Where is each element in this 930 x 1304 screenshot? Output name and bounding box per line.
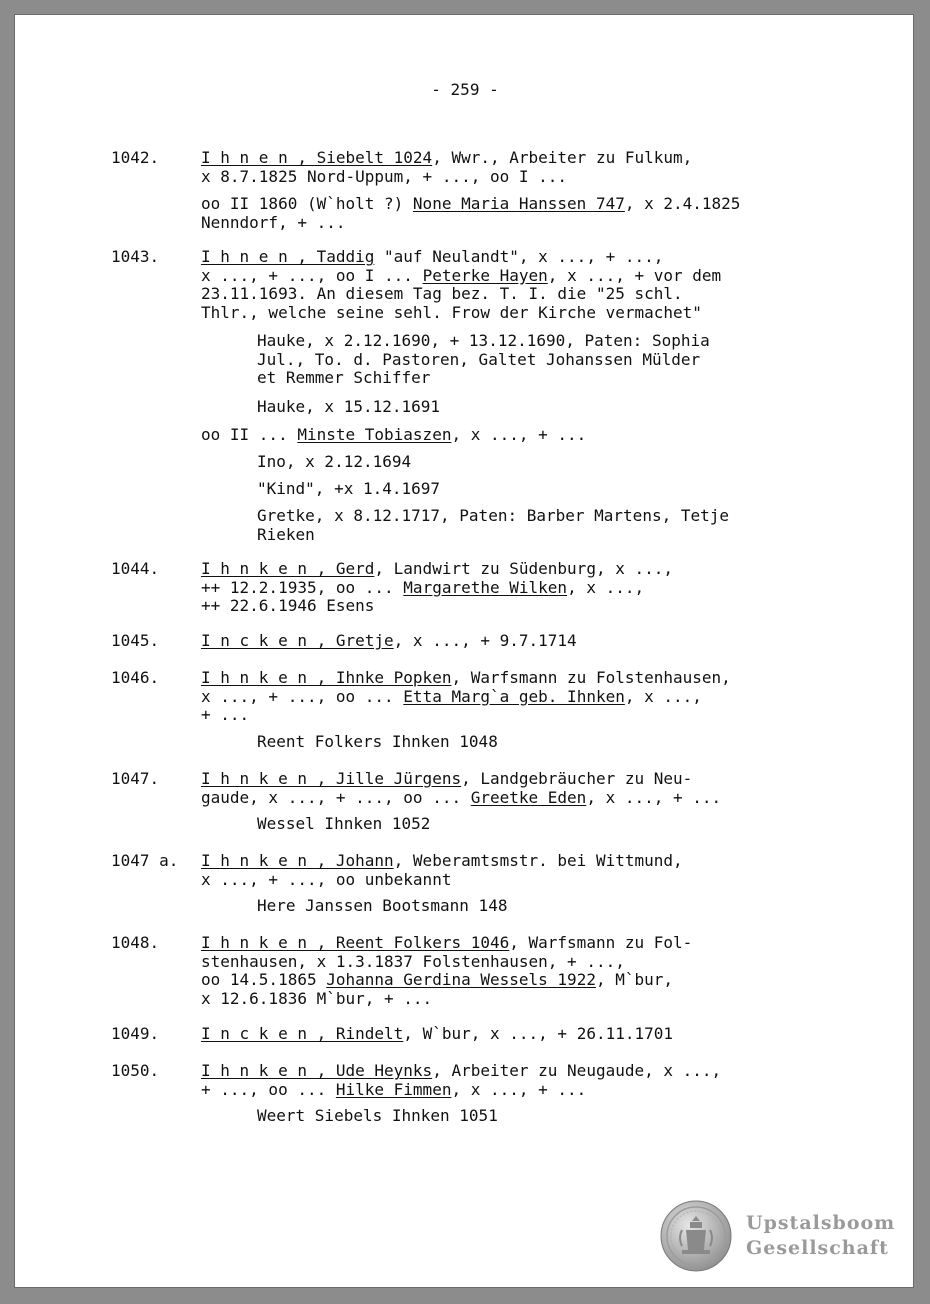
entry-text: I h n k e n , Jille Jürgens, Landgebräucher zu Neu- gaude, x ..., + ..., oo ... Greetke Eden, x ..., + ... (201, 769, 722, 807)
spouse-name: Johanna Gerdina Wessels 1922 (326, 970, 596, 989)
entry-text: I n c k e n , Gretje, x ..., + 9.7.1714 (201, 631, 577, 650)
entry-number: 1047 a. (111, 851, 179, 870)
entry-text: I h n k e n , Ihnke Popken, Warfsmann zu Folstenhausen, x ..., + ..., oo ... Etta Marg`a geb. Ihnken, x ..., + ... (201, 668, 731, 724)
entry-number: 1048. (111, 933, 160, 952)
entry-name: I h n k e n , Johann (201, 851, 394, 870)
entry-name: I h n k e n , Ihnke Popken (201, 668, 452, 687)
marriage-line: oo II 1860 (W`holt ?) None Maria Hanssen 747, x 2.4.1825 Nenndorf, + ... (201, 194, 741, 232)
entry-text: I h n k e n , Ude Heynks, Arbeiter zu Neugaude, x ..., + ..., oo ... Hilke Fimmen, x ..., + ... (201, 1061, 722, 1099)
child-entry: Weert Siebels Ihnken 1051 (257, 1106, 498, 1125)
spouse-name: Peterke Hayen (422, 265, 548, 285)
child-entry: Gretke, x 8.12.1717, Paten: Barber Martens, Tetje Rieken (257, 506, 730, 544)
entry-text: I h n k e n , Reent Folkers 1046, Warfsmann zu Fol- stenhausen, x 1.3.1837 Folstenhausen, + ..., oo 14.5.1865 Johanna Gerdina Wessels 1922, M`bur, x 12.6.1836 M`bur, + ... (201, 933, 693, 1008)
seal-icon (660, 1200, 732, 1272)
spouse-name: Etta Marg`a geb. Ihnken (403, 686, 625, 706)
entry-name: I h n k e n , Gerd (201, 559, 375, 578)
entry-text: I n c k e n , Rindelt, W`bur, x ..., + 26.11.1701 (201, 1024, 674, 1043)
page-number: - 259 - (431, 80, 499, 99)
spouse-name: None Maria Hanssen 747 (412, 194, 625, 213)
entry-number: 1043. (111, 247, 160, 266)
child-entry: Here Janssen Bootsmann 148 (257, 896, 508, 915)
child-entry: Hauke, x 15.12.1691 (257, 397, 441, 416)
entry-name: I h n k e n , Ude Heynks (201, 1061, 433, 1080)
entry-number: 1049. (111, 1024, 160, 1043)
entry-number: 1044. (111, 559, 160, 578)
entry-name: I n c k e n , Gretje (201, 631, 394, 650)
entry-name: I h n k e n , Reent Folkers 1046 (201, 933, 510, 952)
marriage-line: oo II ... Minste Tobiaszen, x ..., + ... (201, 425, 587, 444)
entry-text: I h n e n , Siebelt 1024, Wwr., Arbeiter zu Fulkum, x 8.7.1825 Nord-Uppum, + ..., oo I ... (201, 148, 693, 186)
logo-text: Upstalsboom Gesellschaft (746, 1212, 896, 1259)
entry-text: I h n k e n , Gerd, Landwirt zu Südenburg, x ..., ++ 12.2.1935, oo ... Margarethe Wilken, x ..., ++ 22.6.1946 Esens (201, 559, 674, 615)
entry-text: I h n k e n , Johann, Weberamtsmstr. bei Wittmund, x ..., + ..., oo unbekannt (201, 851, 683, 889)
entry-name: I n c k e n , Rindelt (201, 1024, 404, 1043)
entry-number: 1045. (111, 631, 160, 650)
document-page (14, 14, 914, 1288)
child-entry: Wessel Ihnken 1052 (257, 814, 431, 833)
child-entry: Reent Folkers Ihnken 1048 (257, 732, 498, 751)
entry-name: I h n e n , Siebelt 1024 (201, 148, 433, 167)
spouse-name: Minste Tobiaszen (297, 425, 452, 444)
entry-number: 1047. (111, 769, 160, 788)
upstalsboom-logo (660, 1200, 895, 1272)
entry-name: I h n k e n , Jille Jürgens (201, 769, 462, 788)
child-entry: Hauke, x 2.12.1690, + 13.12.1690, Paten: Sophia Jul., To. d. Pastoren, Galtet Johanssen Mülder et Remmer Schiffer (257, 331, 710, 387)
entry-number: 1050. (111, 1061, 160, 1080)
entry-number: 1042. (111, 148, 160, 167)
entry-text: I h n e n , Taddig "auf Neulandt", x ..., + ..., x ..., + ..., oo I ... Peterke Hayen, x ..., + vor dem 23.11.1693. An diesem Tag bez. T. I. die "25 schl. Thlr., welche seine sehl. Frow der Kirche vermachet" (201, 247, 722, 322)
spouse-name: Hilke Fimmen (335, 1079, 452, 1099)
entry-number: 1046. (111, 668, 160, 687)
entry-name: I h n e n , Taddig (201, 247, 375, 266)
spouse-name: Margarethe Wilken (403, 577, 568, 597)
child-entry: Ino, x 2.12.1694 (257, 452, 412, 471)
child-entry: "Kind", +x 1.4.1697 (257, 479, 441, 498)
spouse-name: Greetke Eden (470, 787, 587, 807)
